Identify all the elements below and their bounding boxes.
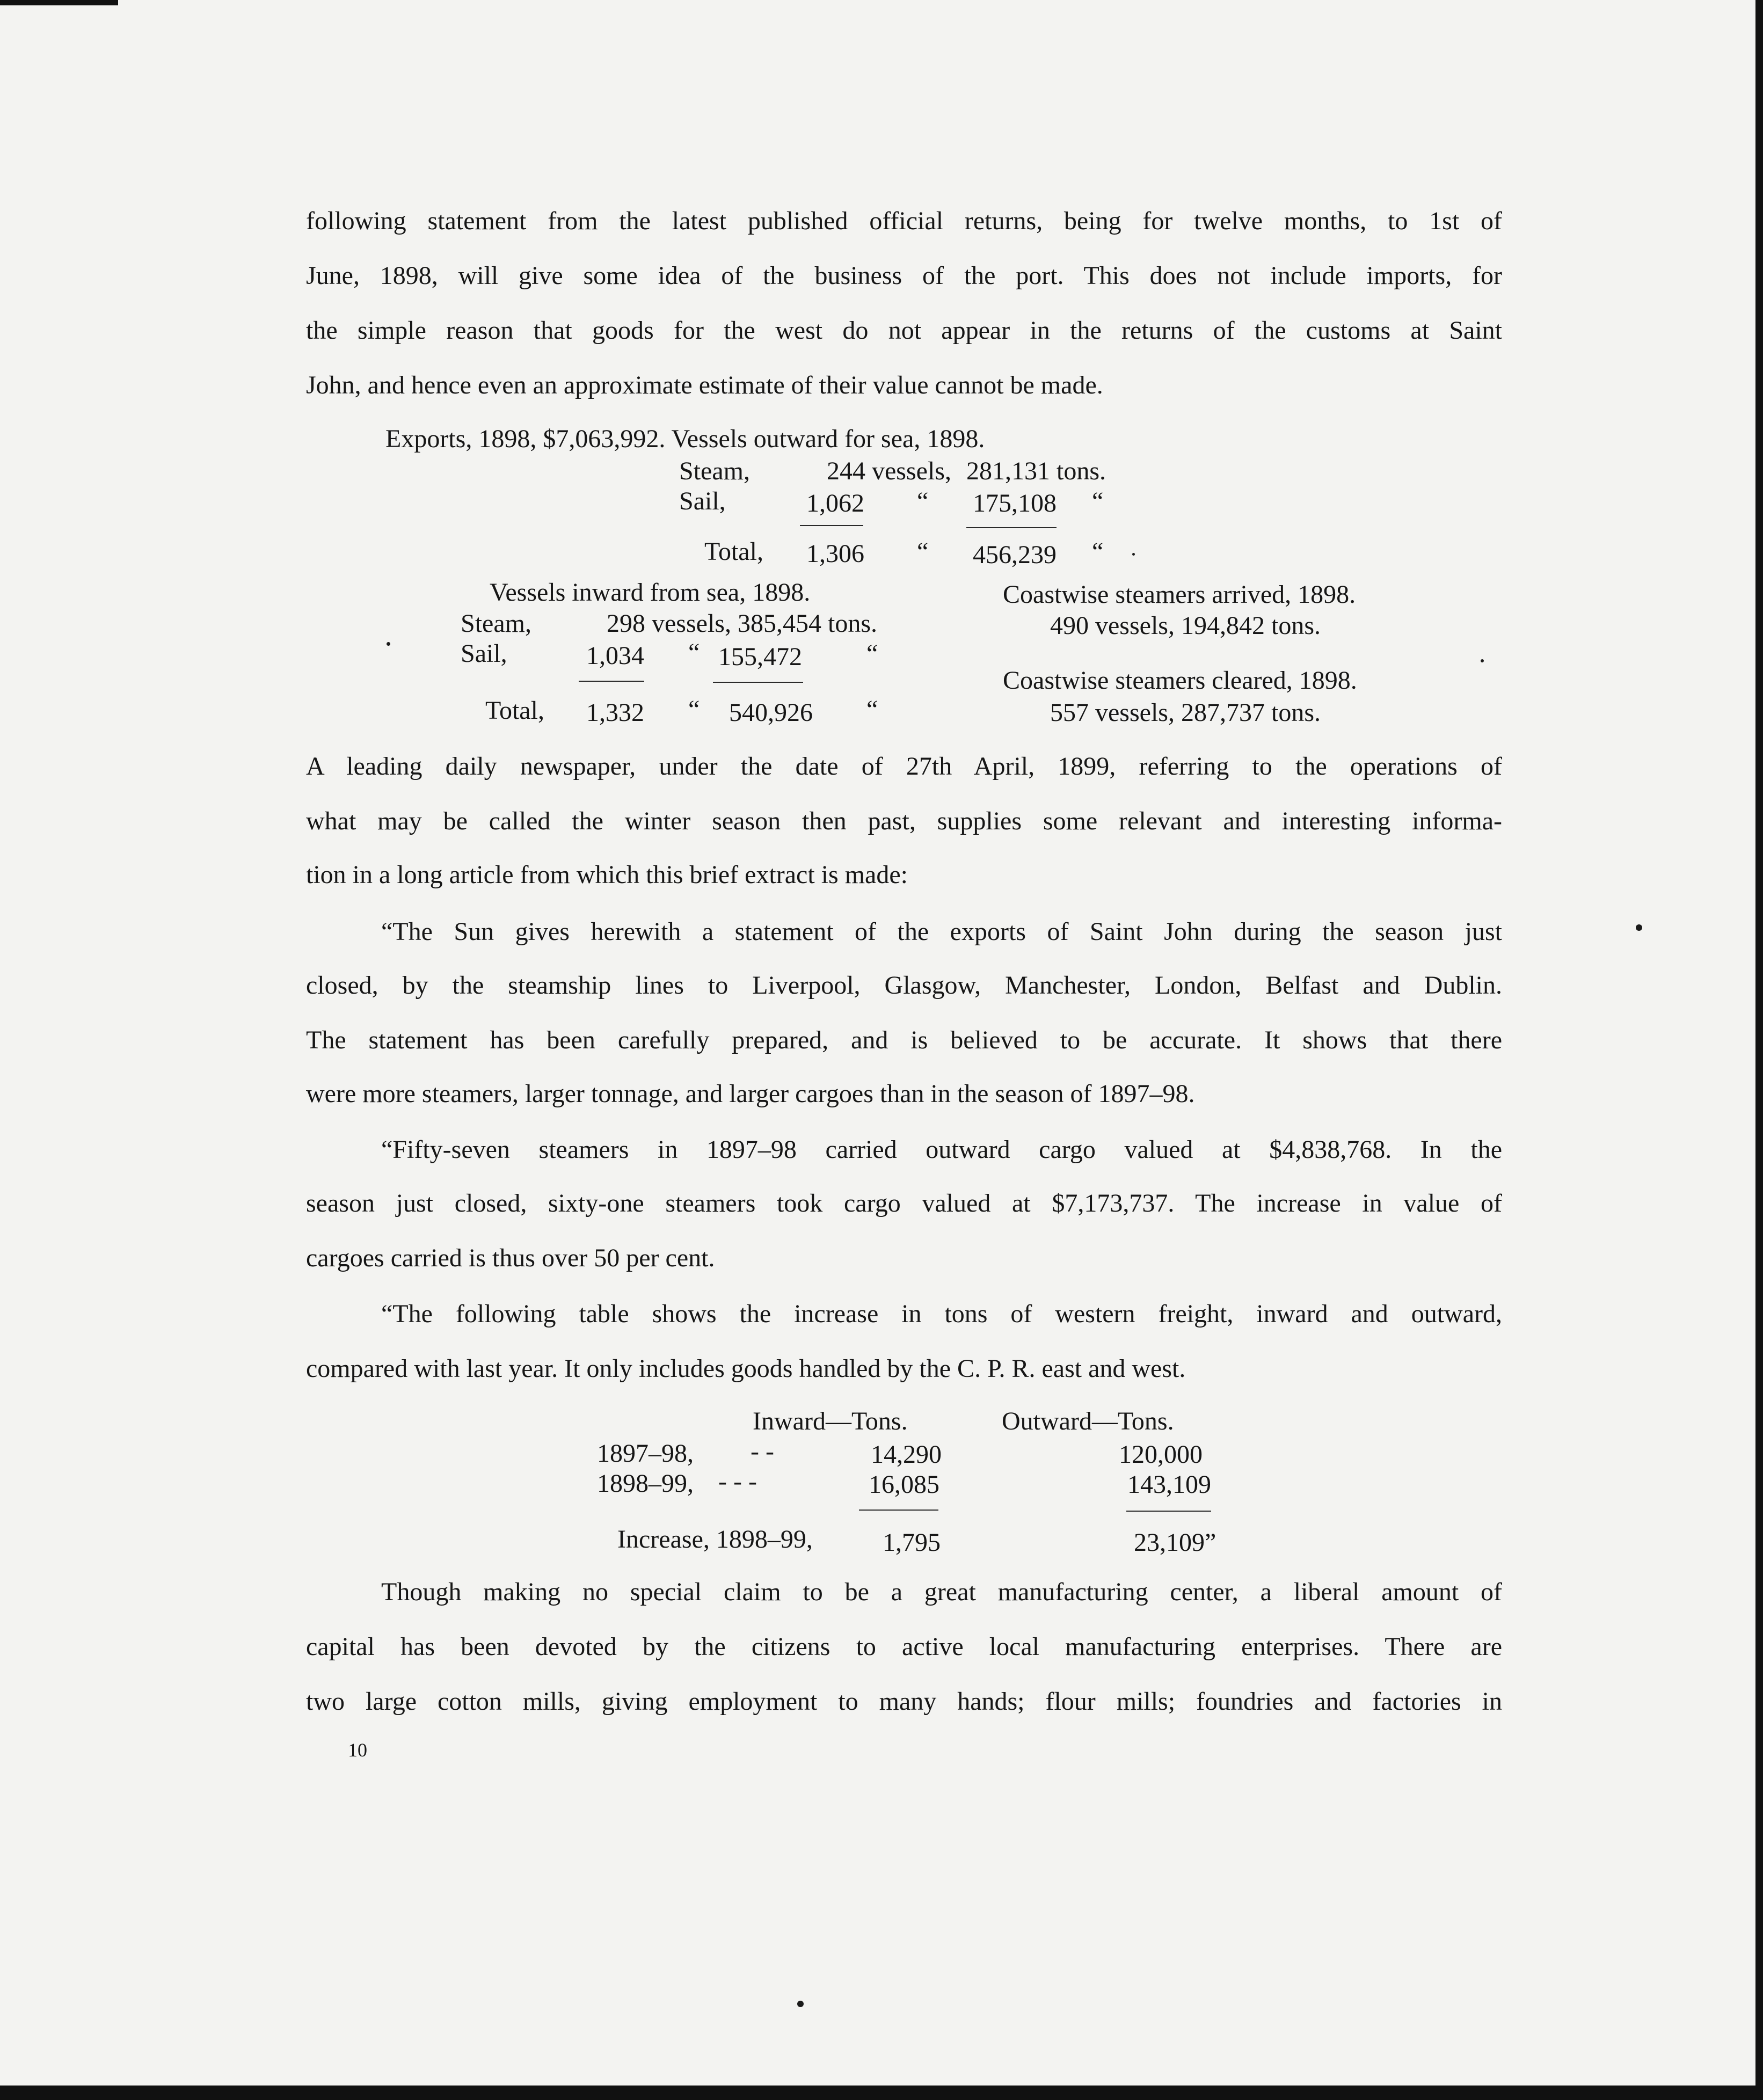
paragraph-line: season just closed, sixty-one steamers took cargo valued at $7,173,737. The increase in value of <box>306 1189 1502 1217</box>
paragraph-line: A leading daily newspaper, under the date of 27th April, 1899, referring to the operations of <box>306 752 1502 781</box>
freight-row-dashes: - - <box>751 1437 774 1465</box>
scan-speck <box>387 642 390 646</box>
outward-total-label: Total, <box>704 537 763 566</box>
outward-steam-label: Steam, <box>679 457 750 485</box>
paragraph-line: the simple reason that goods for the west do not appear in the returns of the customs at Saint <box>306 316 1502 345</box>
inward-steam-label: Steam, <box>461 609 531 638</box>
page-number: 10 <box>348 1739 367 1761</box>
freight-row-year: 1897–98, <box>597 1439 694 1468</box>
paragraph-line: were more steamers, larger tonnage, and larger cargoes than in the season of 1897–98. <box>306 1080 1195 1108</box>
outward-steam-vessels: 244 vessels, <box>827 457 951 485</box>
scan-speck <box>797 2001 804 2007</box>
scan-edge-artifact <box>0 2086 1763 2100</box>
scan-edge-artifact <box>1755 0 1763 2100</box>
paragraph-line: “Fifty-seven steamers in 1897–98 carried outward cargo valued at $4,838,768. In the <box>381 1135 1502 1164</box>
inward-total-vessels: 1,332 <box>586 698 644 727</box>
paragraph-line: “The following table shows the increase in tons of western freight, inward and outward, <box>381 1300 1502 1328</box>
inward-steam-value: 298 vessels, 385,454 tons. <box>607 609 877 638</box>
inward-sail-tons-ditto: “ <box>866 639 878 668</box>
paragraph-line: John, and hence even an approximate estimate of their value cannot be made. <box>306 371 1103 399</box>
coastwise-arrived-header: Coastwise steamers arrived, 1898. <box>1003 580 1356 609</box>
freight-row-inward: 14,290 <box>871 1440 942 1469</box>
outward-total-tons: 456,239 <box>973 541 1057 569</box>
paragraph-line: closed, by the steamship lines to Liverpool, Glasgow, Manchester, London, Belfast and Dublin. <box>306 971 1502 1000</box>
paragraph-line: following statement from the latest published official returns, being for twelve months, to 1st of <box>306 207 1502 235</box>
inward-total-tons-ditto: “ <box>866 695 878 724</box>
freight-outward-rule <box>1126 1511 1211 1512</box>
inward-total-tons: 540,926 <box>729 698 813 727</box>
paragraph-line: capital has been devoted by the citizens to active local manufacturing enterprises. There are <box>306 1632 1502 1661</box>
freight-row-dashes: - - - <box>718 1467 757 1496</box>
outward-vessels-rule <box>800 525 863 526</box>
paragraph-line: June, 1898, will give some idea of the business of the port. This does not include imports, for <box>306 261 1502 290</box>
freight-row-outward: 143,109 <box>1127 1470 1211 1499</box>
freight-increase-inward: 1,795 <box>883 1528 941 1557</box>
outward-sail-vessels: 1,062 <box>806 489 864 517</box>
paragraph-line: what may be called the winter season then past, supplies some relevant and interesting informa- <box>306 807 1502 835</box>
inward-sail-vessels: 1,034 <box>586 641 644 670</box>
freight-inward-rule <box>859 1510 938 1511</box>
coastwise-cleared-header: Coastwise steamers cleared, 1898. <box>1003 666 1357 695</box>
scan-speck <box>1636 924 1642 931</box>
outward-header: Exports, 1898, $7,063,992. Vessels outward for sea, 1898. <box>385 425 985 453</box>
paragraph-line: cargoes carried is thus over 50 per cent. <box>306 1244 715 1272</box>
freight-col-outward: Outward—Tons. <box>1002 1407 1174 1435</box>
outward-steam-tons: 281,131 tons. <box>966 457 1106 485</box>
freight-increase-outward: 23,109” <box>1134 1528 1216 1557</box>
inward-tons-rule <box>713 682 803 683</box>
paragraph-line: The statement has been carefully prepared, and is believed to be accurate. It shows that there <box>306 1026 1502 1054</box>
outward-sail-tons: 175,108 <box>973 489 1057 517</box>
freight-row-year: 1898–99, <box>597 1469 694 1498</box>
inward-header: Vessels inward from sea, 1898. <box>490 578 811 607</box>
outward-total-tons-ditto: “ <box>1092 537 1104 566</box>
coastwise-cleared-value: 557 vessels, 287,737 tons. <box>1050 698 1321 727</box>
outward-tons-rule <box>966 527 1057 528</box>
outward-sail-ditto: “ <box>917 487 929 515</box>
scan-edge-artifact <box>0 0 118 5</box>
inward-sail-tons: 155,472 <box>718 643 802 671</box>
inward-total-label: Total, <box>485 696 544 725</box>
inward-vessels-rule <box>579 681 644 682</box>
scan-speck <box>1132 553 1135 556</box>
outward-sail-tons-ditto: “ <box>1092 487 1104 515</box>
paragraph-line: compared with last year. It only includes goods handled by the C. P. R. east and west. <box>306 1354 1186 1383</box>
freight-row-outward: 120,000 <box>1119 1440 1203 1469</box>
paragraph-line: “The Sun gives herewith a statement of the exports of Saint John during the season just <box>381 917 1502 946</box>
freight-row-inward: 16,085 <box>869 1470 939 1499</box>
scan-speck <box>1481 659 1484 662</box>
inward-total-ditto: “ <box>688 695 700 724</box>
coastwise-arrived-value: 490 vessels, 194,842 tons. <box>1050 611 1321 640</box>
paragraph-line: tion in a long article from which this brief extract is made: <box>306 861 908 889</box>
paragraph-line: Though making no special claim to be a great manufacturing center, a liberal amount of <box>381 1578 1502 1606</box>
paragraph-line: two large cotton mills, giving employment to many hands; flour mills; foundries and factories in <box>306 1687 1502 1716</box>
inward-sail-label: Sail, <box>461 639 507 668</box>
outward-total-ditto: “ <box>917 537 929 566</box>
outward-sail-label: Sail, <box>679 487 726 515</box>
freight-col-inward: Inward—Tons. <box>753 1407 908 1435</box>
outward-total-vessels: 1,306 <box>806 539 864 568</box>
inward-sail-ditto: “ <box>688 638 700 667</box>
freight-increase-label: Increase, 1898–99, <box>617 1525 813 1554</box>
